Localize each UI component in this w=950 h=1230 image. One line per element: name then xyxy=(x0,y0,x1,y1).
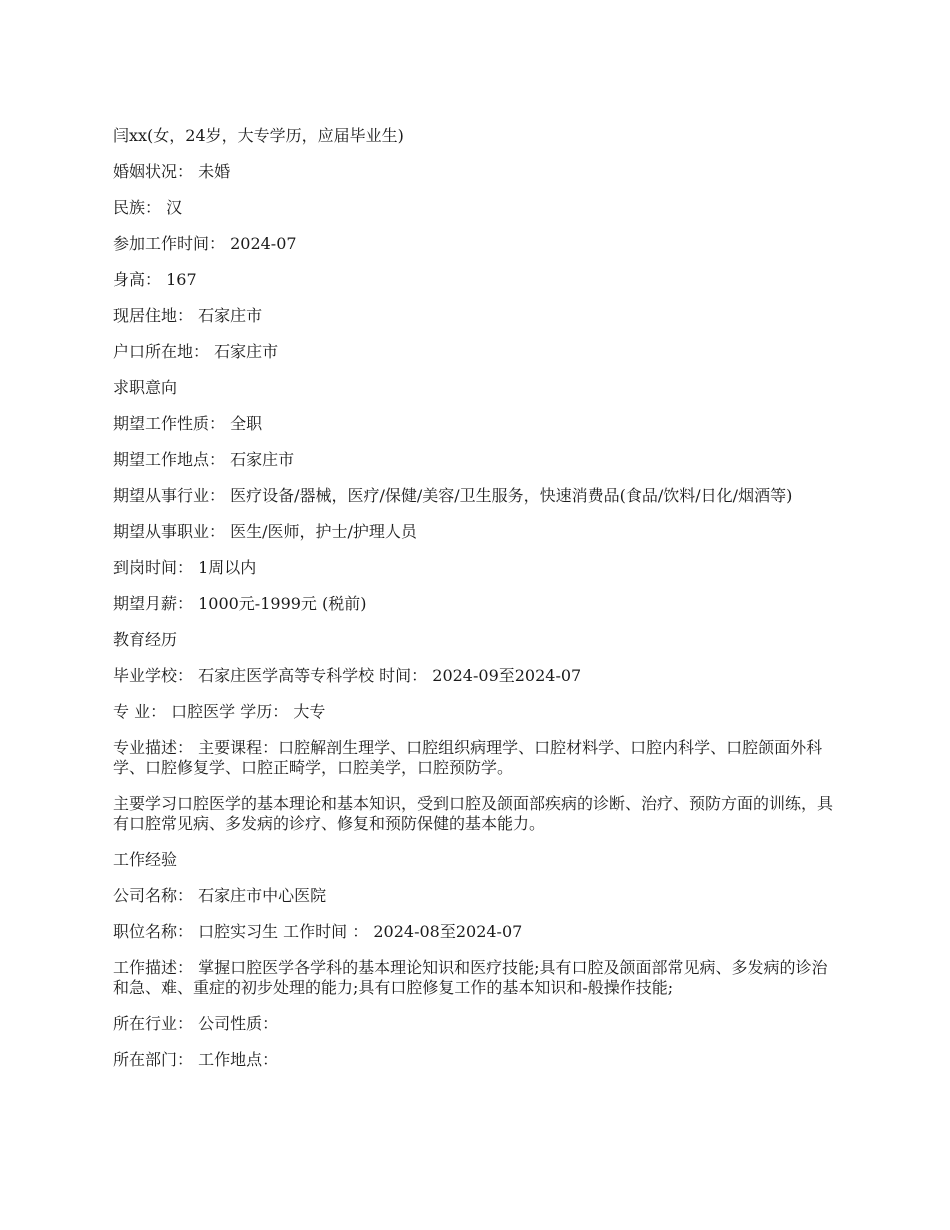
major-description: 专业描述： 主要课程：口腔解剖生理学、口腔组织病理学、口腔材料学、口腔内科学、口腔颌面外科学、口腔修复学、口腔正畸学，口腔美学，口腔预防学。 xyxy=(113,738,823,777)
position-and-period: 职位名称： 口腔实习生 工作时间 ： 2024-08至2024-07 xyxy=(113,922,523,941)
section-heading-education: 教育经历 xyxy=(113,630,178,649)
expected-salary: 期望月薪： 1000元-1999元 (税前) xyxy=(113,594,367,613)
current-residence: 现居住地： 石家庄市 xyxy=(113,306,263,325)
hukou-location: 户口所在地： 石家庄市 xyxy=(113,342,279,361)
work-description: 工作描述： 掌握口腔医学各学科的基本理论知识和医疗技能;具有口腔及颌面部常见病、多发病的诊治和急、难、重症的初步处理的能力;具有口腔修复工作的基本知识和-般操作技能; xyxy=(113,958,828,997)
industry-and-company-nature: 所在行业： 公司性质： xyxy=(113,1014,279,1033)
resume-header: 闫xx(女，24岁，大专学历，应届毕业生) xyxy=(113,126,404,145)
study-description: 主要学习口腔医学的基本理论和基本知识，受到口腔及颌面部疾病的诊断、治疗、预防方面的训练，具有口腔常见病、多发病的诊疗、修复和预防保健的基本能力。 xyxy=(113,794,834,833)
expected-job-location: 期望工作地点： 石家庄市 xyxy=(113,450,295,469)
department-and-work-location: 所在部门： 工作地点： xyxy=(113,1050,279,1069)
ethnicity: 民族： 汉 xyxy=(113,198,183,217)
resume-document xyxy=(113,126,838,1086)
work-start-date: 参加工作时间： 2024-07 xyxy=(113,234,297,253)
section-heading-intent: 求职意向 xyxy=(113,378,178,397)
expected-industry: 期望从事行业： 医疗设备/器械，医疗/保健/美容/卫生服务，快速消费品(食品/饮料/日化/烟酒等) xyxy=(113,486,793,505)
expected-occupation: 期望从事职业： 医生/医师，护士/护理人员 xyxy=(113,522,417,541)
graduation-school: 毕业学校： 石家庄医学高等专科学校 时间： 2024-09至2024-07 xyxy=(113,666,582,685)
expected-job-type: 期望工作性质： 全职 xyxy=(113,414,263,433)
marital-status: 婚姻状况： 未婚 xyxy=(113,162,231,181)
availability: 到岗时间： 1周以内 xyxy=(113,558,257,577)
height: 身高： 167 xyxy=(113,270,197,289)
company-name: 公司名称： 石家庄市中心医院 xyxy=(113,886,327,905)
section-heading-work: 工作经验 xyxy=(113,850,178,869)
major-and-degree: 专 业： 口腔医学 学历： 大专 xyxy=(113,702,326,721)
